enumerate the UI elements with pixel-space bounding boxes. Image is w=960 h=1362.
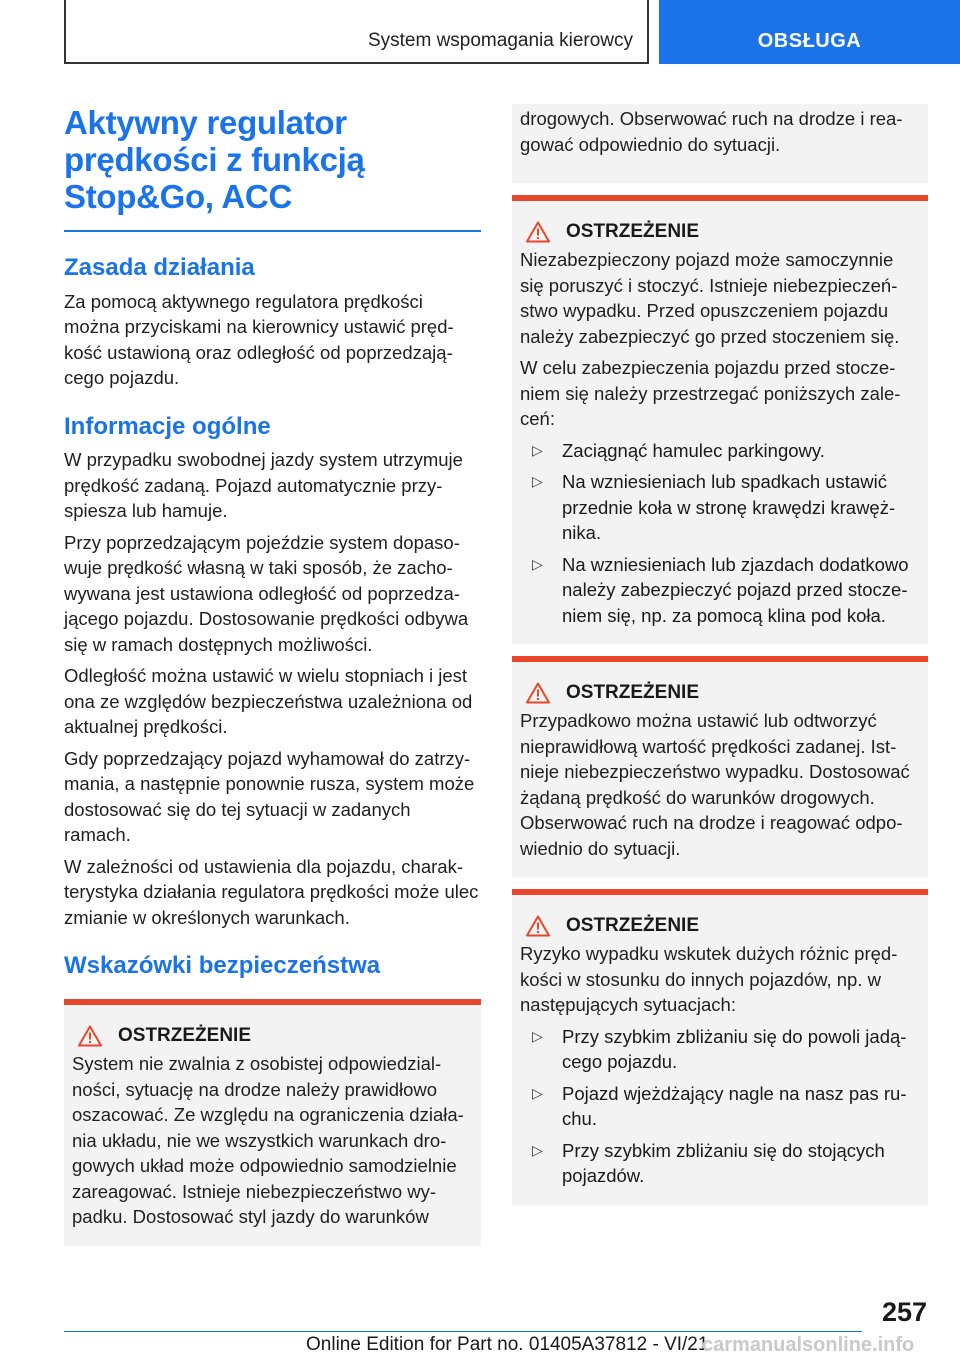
heading-zasada: Zasada działania (64, 253, 255, 281)
warning-triangle-icon (526, 915, 550, 937)
warning-1-text: System nie zwalnia z osobistej odpowiedzialności, sytuację na drodze należy prawidłowo oszacować. Ze względu na ograniczenia działania układu, nie we wszystkich warunkach drogowych układ może odpowiednio samodzielnie zareagować. Istnieje niebezpieczeństwo wypadku. Dostosować styl jazdy do warunków (72, 1053, 464, 1228)
triangle-right-outline-icon: ▷ (532, 555, 543, 572)
list-item (520, 1024, 920, 1075)
paragraph-info-1: W przypadku swobodnej jazdy system utrzymuje prędkość zadaną. Pojazd automatycznie przyspiesza lub hamuje. (64, 449, 463, 522)
page-title (64, 105, 481, 216)
warning-triangle-icon (78, 1025, 102, 1047)
triangle-right-outline-icon: ▷ (532, 1027, 543, 1044)
left-column (64, 105, 481, 1246)
paragraph-zasada: Za pomocą aktywnego regulatora prędkości można przyciskami na kierownicy ustawić prędkość ustawioną oraz odległość od poprzedzającego pojazdu. (64, 290, 454, 389)
list-item-text: Pojazd wjeżdżający nagle na nasz pas ruchu. (562, 1082, 907, 1129)
warning-4-text: Ryzyko wypadku wskutek dużych różnic prędkości w stosunku do innych pojazdów, np. w następujących sytuacjach: (520, 943, 898, 1015)
warning-header (520, 915, 920, 937)
footer-rule (64, 1331, 862, 1332)
triangle-right-outline-icon: ▷ (532, 1141, 543, 1158)
warning-label: OSTRZEŻENIE (566, 682, 700, 703)
spacer (512, 644, 928, 656)
list-item (520, 469, 920, 546)
warning-triangle-icon (526, 682, 550, 704)
warning-label: OSTRZEŻENIE (566, 915, 700, 936)
warning-triangle-icon (526, 221, 550, 243)
page-title-line-3: Stop&Go, ACC (64, 177, 292, 215)
warning-1-continuation: drogowych. Obserwować ruch na drodze i reagować odpowiednio do sytuacji. (520, 108, 903, 155)
warning-label: OSTRZEŻENIE (118, 1025, 252, 1047)
warning-2-text: Niezabezpieczony pojazd może samoczynnie się poruszyć i stoczyć. Istnieje niebezpieczeństwo wypadku. Przed opuszczeniem pojazdu należy zabezpieczyć go przed stoczeniem się. (520, 249, 900, 347)
paragraph-info-3: Odległość można ustawić w wielu stopniach i jest ona ze względów bezpieczeństwa uzależniona od aktualnej prędkości. (64, 665, 473, 738)
footer-watermark: carmanualsonline.info (702, 1334, 915, 1356)
warning-header (72, 1025, 473, 1047)
header-frame (64, 0, 649, 64)
header-chapter-label: OBSŁUGA (757, 29, 862, 52)
warning-box-4 (512, 889, 928, 1205)
title-rule (64, 230, 481, 232)
warning-box-1 (64, 999, 481, 1246)
warning-box-3 (512, 656, 928, 877)
header-section-title: System wspomagania kierowcy (367, 30, 633, 51)
list-item (520, 1081, 920, 1132)
warning-2-list (520, 438, 920, 629)
warning-box-1-continued (512, 104, 928, 183)
paragraph-info-4: Gdy poprzedzający pojazd wyhamował do zatrzymania, a następnie ponownie rusza, system może dostosować się do tej sytuacji w zadanych ramach. (64, 747, 475, 846)
list-item (520, 438, 920, 464)
list-item-text: Przy szybkim zbliżaniu się do stojących pojazdów. (562, 1139, 885, 1186)
list-item (520, 552, 920, 629)
warning-header (520, 221, 920, 243)
page-number: 257 (881, 1297, 927, 1327)
list-item-text: Na wzniesieniach lub zjazdach dodatkowo należy zabezpieczyć pojazd przed stoczeniem się, np. za pomocą klina pod koła. (562, 553, 909, 626)
spacer (512, 877, 928, 889)
list-item-text: Na wzniesieniach lub spadkach ustawić przednie koła w stronę krawędzi krawężnika. (562, 471, 896, 543)
list-item-text: Zaciągnąć hamulec parkingowy. (562, 439, 825, 461)
page-title-line-2: prędkości z funkcją (64, 140, 365, 178)
warning-4-list (520, 1024, 920, 1189)
triangle-right-outline-icon: ▷ (532, 441, 543, 458)
header-chapter-tab[interactable] (659, 0, 960, 64)
warning-2-intro: W celu zabezpieczenia pojazdu przed stoczeniem się należy przestrzegać poniższych zaleceń: (520, 357, 901, 429)
warning-label: OSTRZEŻENIE (566, 221, 700, 242)
paragraph-info-2: Przy poprzedzającym pojeździe system dopasowuje prędkość własną w taki sposób, że zachowywana jest ustawiona odległość od poprzedzającego pojazdu. Dostosowanie prędkości odbywa się w ramach dostępnych możliwości. (64, 531, 469, 655)
footer-edition: Online Edition for Part no. 01405A37812 - VI/21 (306, 1334, 709, 1355)
list-item (520, 1138, 920, 1189)
page-title-line-1: Aktywny regulator (64, 104, 347, 141)
triangle-right-outline-icon: ▷ (532, 1084, 543, 1101)
warning-3-text: Przypadkowo można ustawić lub odtworzyć nieprawidłową wartość prędkości zadanej. Istnieje niebezpieczeństwo wypadku. Dostosować żądaną prędkość do warunków drogowych. Obserwować ruch na drodze i reagować odpowiednio do sytuacji. (520, 710, 910, 859)
right-column (512, 104, 928, 1205)
warning-box-2 (512, 195, 928, 644)
warning-header (520, 682, 920, 704)
list-item-text: Przy szybkim zbliżaniu się do powoli jadącego pojazdu. (562, 1025, 907, 1072)
heading-safety: Wskazówki bezpieczeństwa (64, 952, 381, 980)
heading-info: Informacje ogólne (64, 412, 271, 440)
triangle-right-outline-icon: ▷ (532, 473, 543, 489)
spacer (512, 183, 928, 195)
paragraph-info-5: W zależności od ustawienia dla pojazdu, charakterystyka działania regulatora prędkości może ulec zmianie w określonych warunkach. (64, 855, 479, 928)
